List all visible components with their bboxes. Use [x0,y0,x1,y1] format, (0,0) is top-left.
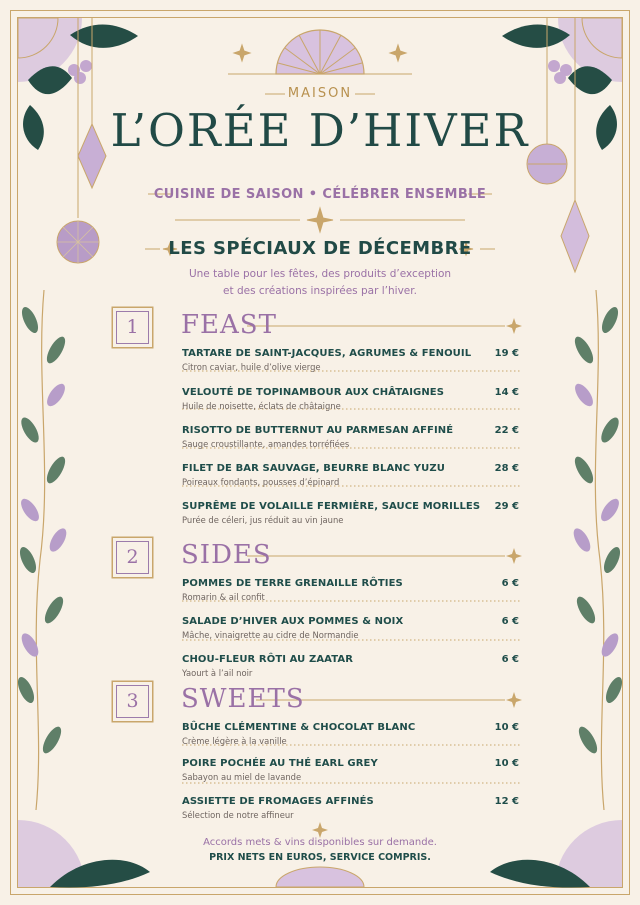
menu-item-name: SALADE D’HIVER AUX POMMES & NOIX [182,616,404,627]
menu-item-price: 22 € [494,425,519,436]
menu-item-description: Huile de noisette, éclats de châtaigne [182,401,341,411]
bottom-fan-ornament [276,867,364,887]
section-title-sweets: SWEETS [181,684,305,714]
top-fan-ornament [228,30,412,74]
menu-item-price: 29 € [494,501,519,512]
menu-item-name: POIRE POCHÉE AU THÉ EARL GREY [182,758,378,769]
menu-item-name: POMMES DE TERRE GRENAILLE RÔTIES [182,578,403,589]
section-number-feast: 1 [116,311,149,344]
specials-heading: LES SPÉCIAUX DE DÉCEMBRE [168,238,472,259]
menu-item-price: 19 € [494,348,519,359]
menu-item-description: Sélection de notre affineur [182,810,294,820]
vine-right [570,290,625,810]
brand-maison: MAISON [287,86,353,101]
menu-item-description: Mâche, vinaigrette au cidre de Normandie [182,630,359,640]
vine-left [15,290,70,810]
footer-prices-note: PRIX NETS EN EUROS, SERVICE COMPRIS. [209,852,431,863]
restaurant-subtitle: CUISINE DE SAISON • CÉLÉBRER ENSEMBLE [153,187,487,202]
section-title-feast: FEAST [181,310,277,340]
menu-item-price: 28 € [494,463,519,474]
section-number-sides: 2 [116,541,149,574]
menu-item-description: Purée de céleri, jus réduit au vin jaune [182,515,344,525]
menu-item-price: 6 € [501,654,519,665]
menu-item-price: 6 € [501,616,519,627]
menu-item-price: 14 € [494,387,519,398]
menu-item-description: Poireaux fondants, pousses d’épinard [182,477,340,487]
menu-item-description: Sabayon au miel de lavande [182,772,302,782]
intro-line-1: Une table pour les fêtes, des produits d’exception [188,268,452,280]
menu-item-price: 10 € [494,758,519,769]
intro-text [150,266,490,300]
menu-item-name: VELOUTÉ DE TOPINAMBOUR AUX CHÂTAIGNES [182,387,445,398]
menu-item-name: FILET DE BAR SAUVAGE, BEURRE BLANC YUZU [182,463,445,474]
section-title-sides: SIDES [181,540,272,570]
menu-item-price: 12 € [494,796,519,807]
footer-note: Accords mets & vins disponibles sur demande. [203,837,437,848]
menu-item-description: Romarin & ail confit [182,592,265,602]
menu-item-name: TARTARE DE SAINT-JACQUES, AGRUMES & FENOUIL [182,348,472,359]
menu-item-description: Sauge croustillante, amandes torréfiées [182,439,350,449]
menu-item-price: 10 € [494,722,519,733]
menu-item-name: SUPRÊME DE VOLAILLE FERMIÈRE, SAUCE MORILLES [182,501,481,512]
restaurant-title: L’ORÉE D’HIVER [110,104,530,157]
menu-item-description: Citron caviar, huile d’olive vierge [182,362,321,372]
menu-item-description: Yaourt à l’ail noir [182,668,253,678]
menu-item-description: Crème légère à la vanille [182,736,287,746]
intro-line-2: et des créations inspirées par l’hiver. [223,285,417,297]
menu-item-name: ASSIETTE DE FROMAGES AFFINÉS [182,796,374,807]
menu-item-name: RISOTTO DE BUTTERNUT AU PARMESAN AFFINÉ [182,425,454,436]
menu-item-name: BÛCHE CLÉMENTINE & CHOCOLAT BLANC [182,722,416,733]
section-number-sweets: 3 [116,685,149,718]
menu-item-name: CHOU-FLEUR RÔTI AU ZAATAR [182,654,354,665]
menu-item-price: 6 € [501,578,519,589]
